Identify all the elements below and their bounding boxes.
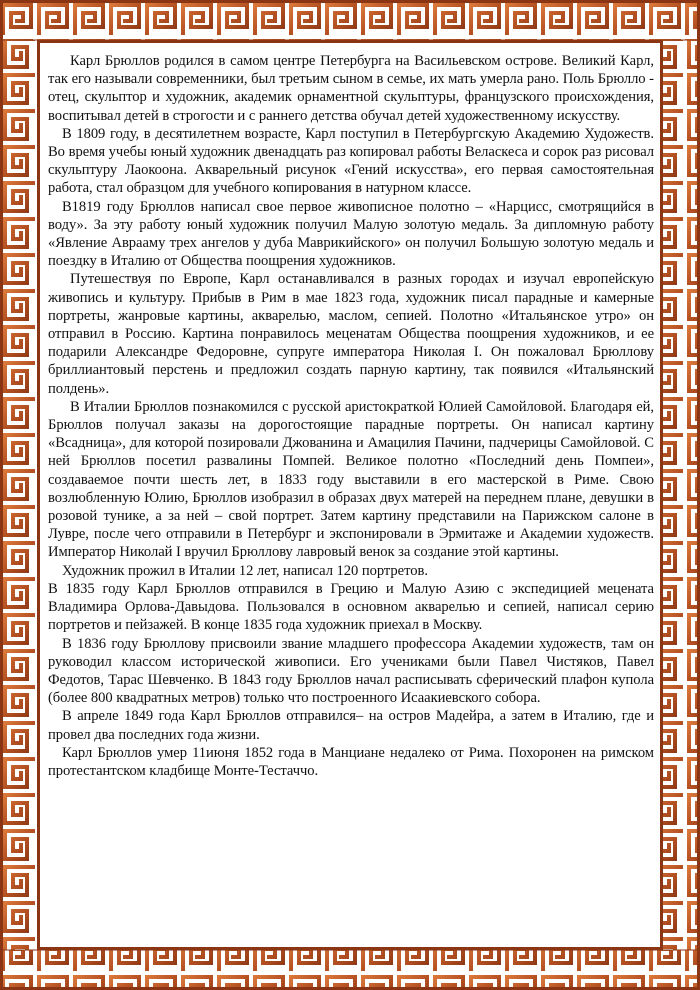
paragraph-6: Художник прожил в Италии 12 лет, написал 120 портретов. [62,562,428,579]
paragraph-3: В1819 году Брюллов написал свое первое живописное полотно – «Нарцисс, смотрящийся в воду». За эту работу юный художник получил Малую золотую медаль. За дипломную работу «Явление Аврааму трех ангелов у дуба Маврикийского» он получил Большую золотую медаль и поездку в Италию от Общества поощрения художников. [48,198,654,270]
paragraph-7: В 1835 году Карл Брюллов отправился в Грецию и Малую Азию с экспедицией мецената Владимира Орлова-Давыдова. Пользовался в основном акварелью и сепией, написал серию портретов и пейзажей. В конце 1835 года художник приехал в Москву. [48,580,654,634]
paragraph-5: В Италии Брюллов познакомился с русской аристократкой Юлией Самойловой. Благодаря ей, Брюллов получал заказы на дорогостоящие парадные портреты. Он написал картину «Всадница», для которой позировали Джованина и Амацилия Пачини, падчерицы Самойловой. С ней Брюллов посетил развалины Помпей. Великое полотно «Последний день Помпеи», создаваемое почти шесть лет, в 1833 году выставили в его мастерской в Риме. Свою возлюбленную Юлию, Брюллов изобразил в образах двух матерей на переднем плане, девушки в розовой тунике, а за ней – свой портрет. Затем картину представили на Парижском салоне в Лувре, после чего отправили в Петербург и экспонировали в Эрмитаже и Академии художеств. Император Николай I вручил Брюллову лавровый венок за создание этой картины. [48,398,654,561]
paragraph-8: В 1836 году Брюллову присвоили звание младшего профессора Академии художеств, там он руководил классом исторической живописи. Его учениками были Павел Чистяков, Павел Федотов, Тарас Шевченко. В 1843 году Брюллов начал расписывать сферический плафон купола (более 800 квадратных метров) только что построенного Исаакиевского собора. [48,635,654,707]
paragraph-10: Карл Брюллов умер 11июня 1852 года в Манциане недалеко от Рима. Похоронен на римском протестантском кладбище Монте-Тестаччо. [48,744,654,779]
paragraph-4: Путешествуя по Европе, Карл останавливался в разных городах и изучал европейскую живопись и культуру. Прибыв в Рим в мае 1823 года, художник писал парадные и камерные портреты, жанровые картины, акварелью, маслом, сепией. Полотно «Итальянское утро» он отправил в Россию. Картина понравилось меценатам Общества поощрения художников, и ее подарили Александре Федоровне, супруге императора Николая I. Он пожаловал Брюллову бриллиантовый перстень и предложил создать парную картину, так появился «Итальянский полдень». [48,271,654,397]
biography-text [40,44,660,946]
paragraph-1: Карл Брюллов родился в самом центре Петербурга на Васильевском острове. Великий Карл, так его называли современники, был третьим сыном в семье, их мать умерла рано. Поль Брюлло - отец, скульптор и художник, академик орнаментной скульптуры, французского происхождения, воспитывал детей в строгости и с раннего детства обучал детей художественному искусству. [48,53,654,124]
paragraph-9: В апреле 1849 года Карл Брюллов отправился– на остров Мадейра, а затем в Италию, где и провел два последних года жизни. [48,708,654,743]
paragraph-2: В 1809 году, в десятилетнем возрасте, Карл поступил в Петербургскую Академию Художеств. Во время учебы юный художник двенадцать раз копировал работы Веласкеса и сорок раз рисовал скульптуру Лаокоона. Акварельный рисунок «Гений искусства», его первая самостоятельная работа, стал образцом для учебного копирования в натурном классе. [48,125,654,197]
